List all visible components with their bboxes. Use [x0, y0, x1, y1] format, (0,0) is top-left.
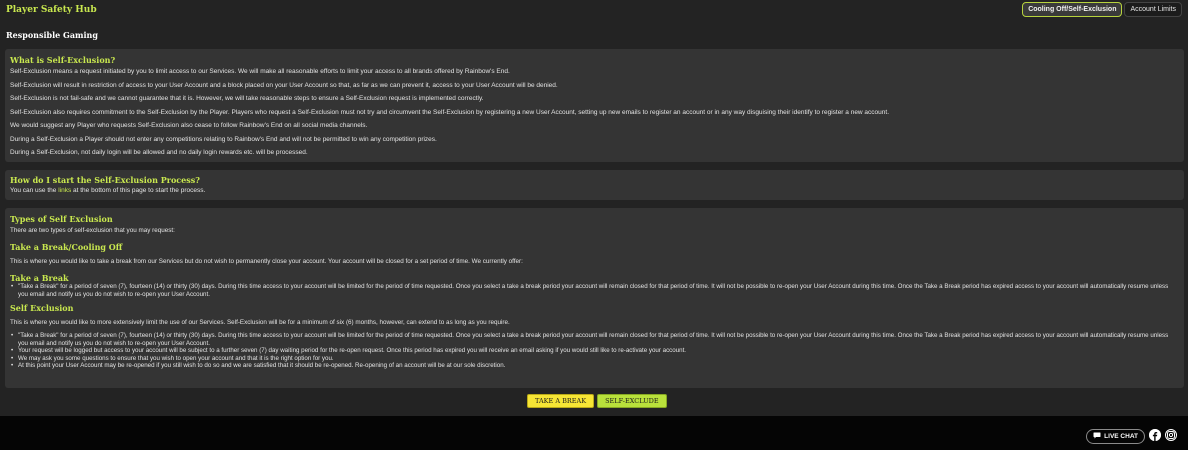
take-a-break-button[interactable]: TAKE A BREAK	[527, 394, 594, 408]
types-panel	[5, 208, 1184, 388]
list-item: • "Take a Break" for a period of seven (7), fourteen (14) or thirty (30) days. During this time access to your account will be limited for the period of time requested. Once you select a take a break period your account will remain closed for that period of time. It will not be possible to re-open your User Account during this time. Once the Take a Break period has expired access to your account will automatically resume unless you email and notify us you do not wish to re-open your User Account.	[10, 332, 1179, 347]
take-break-heading: Take a Break	[10, 273, 69, 283]
break-heading: Take a Break/Cooling Off	[10, 242, 123, 252]
what-is-line: During a Self-Exclusion, not daily login will be allowed and no daily login rewards etc. will be processed.	[10, 149, 308, 156]
tab-account-limits[interactable]: Account Limits	[1124, 2, 1182, 17]
list-item: • We may ask you some questions to ensure that you wish to open your account and that it is the right option for you.	[10, 355, 1179, 363]
tab-bar	[1022, 2, 1182, 17]
break-text: This is where you would like to take a break from our Services but do not wish to permanently close your account. Your account will be closed for a set period of time. We currently offer:	[10, 258, 523, 265]
types-intro: There are two types of self-exclusion that you may request:	[10, 227, 175, 234]
what-is-line: Self-Exclusion means a request initiated by you to limit access to our Services. We will make all reasonable efforts to limit your access to all brands offered by Rainbow's End.	[10, 68, 510, 75]
types-heading: Types of Self Exclusion	[10, 214, 113, 224]
self-exclusion-heading: Self Exclusion	[10, 303, 74, 313]
what-is-line: We would suggest any Player who requests Self-Exclusion also cease to follow Rainbow's End on all social media channels.	[10, 122, 368, 129]
self-exclude-button[interactable]: SELF-EXCLUDE	[597, 394, 667, 408]
what-is-line: Self-Exclusion will result in restriction of access to your User Account and a block placed on your User Account so that, as far as we can prevent it, access to your User Account will be denied.	[10, 81, 558, 89]
how-start-text	[10, 185, 1179, 196]
how-start-text-before: You can use the	[10, 187, 59, 194]
self-exclusion-text: This is where you would like to more extensively limit the use of our Services. Self-Exclusion will be for a minimum of six (6) months, however, can extend to as long as you require.	[10, 319, 510, 326]
instagram-icon[interactable]	[1165, 429, 1177, 441]
hub-title: Player Safety Hub	[6, 5, 97, 15]
take-break-list	[10, 283, 1179, 298]
how-start-text-after: at the bottom of this page to start the process.	[71, 187, 206, 194]
list-item: • "Take a Break" for a period of seven (7), fourteen (14) or thirty (30) days. During this time access to your account will be limited for the period of time requested. Once you select a take a break period your account will remain closed for that period of time. It will not be possible to re-open your User Account during this time. Once the Take a Break period has expired access to your account will automatically resume unless you email and notify us you do not wish to re-open your User Account.	[10, 283, 1179, 298]
what-is-heading: What is Self-Exclusion?	[10, 55, 116, 65]
tab-cooling-off[interactable]: Cooling Off/Self-Exclusion	[1022, 2, 1122, 17]
how-start-heading: How do I start the Self-Exclusion Process?	[10, 175, 200, 185]
how-start-panel	[5, 170, 1184, 200]
links-link[interactable]: links	[58, 187, 72, 194]
what-is-line: Self-Exclusion also requires commitment to the Self-Exclusion by the Player. Players who request a Self-Exclusion must not try and circumvent the Self-Exclusion by registering a new User Account, setting up new emails to register an account or in any way disguising their identify to register a new account.	[10, 108, 890, 116]
section-title: Responsible Gaming	[6, 30, 98, 40]
live-chat-button[interactable]	[1086, 429, 1145, 444]
what-is-panel	[5, 49, 1184, 162]
what-is-line: Self-Exclusion is not fail-safe and we cannot guarantee that it is. However, we will take reasonable steps to ensure a Self-Exclusion request is implemented correctly.	[10, 95, 484, 102]
self-exclusion-list	[10, 332, 1179, 370]
list-item: • At this point your User Account may be re-opened if you still wish to do so and we are satisfied that it should be re-opened. Re-opening of an account will be at our sole discretion.	[10, 362, 1179, 370]
facebook-icon[interactable]	[1149, 429, 1161, 441]
chat-bubble-icon	[1093, 432, 1101, 441]
list-item: • Your request will be logged but access to your account will be subject to a further seven (7) day waiting period for the re-open request. Once this period has expired you will receive an email asking if you would still like to re-activate your account.	[10, 347, 1179, 355]
action-buttons	[527, 394, 667, 408]
footer	[0, 416, 1188, 450]
live-chat-label: LIVE CHAT	[1104, 433, 1138, 440]
what-is-line: During a Self-Exclusion a Player should not enter any competitions relating to Rainbow's End and will not be permitted to win any competition prizes.	[10, 135, 437, 143]
